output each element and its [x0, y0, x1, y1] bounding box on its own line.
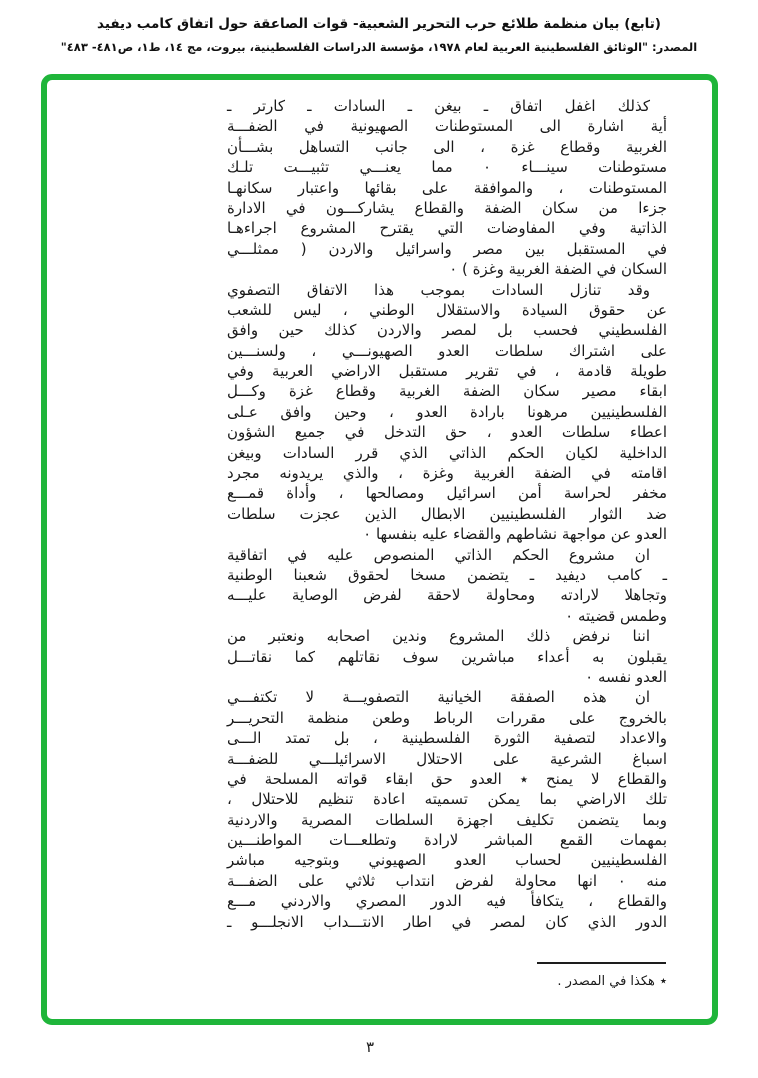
body-line: والقطاع ، يتكافأ فيه الدور المصري والاردني مـــع: [227, 892, 667, 911]
body-line: منه ٠ انها محاولة لفرض انتداب ثلاثي على الضفـــة: [227, 871, 667, 890]
body-line: ضد الثوار الفلسطينيين الابطال الذين عجزت سلطات: [227, 504, 667, 523]
footnote-text: هكذا في المصدر .: [557, 974, 655, 989]
body-line: والقطاع لا يمنح ٭ العدو حق ابقاء قواته المسلحة في: [227, 769, 667, 788]
body-line: المستوطنات ، والموافقة على بقائها واعتبار سكانهـا: [227, 178, 667, 197]
footnote-marker-icon: ٭: [659, 974, 667, 989]
body-line: جزءا من سكان الضفة والقطاع يشاركـــون في الادارة: [227, 198, 667, 217]
body-line: ـ كامب ديفيد ـ يتضمن مسخا لحقوق شعبنا الوطنية: [227, 565, 667, 584]
body-line: اننا نرفض ذلك المشروع وندين اصحابه ونعتبر من: [227, 627, 650, 646]
body-line: في المستقبل بين مصر واسرائيل والاردن ( ممثلـــي: [227, 239, 667, 258]
body-line: العدو عن مواجهة نشاطهم والقضاء عليه بنفسها ٠: [363, 525, 667, 544]
body-line: ان هذه الصفقة الخيانية التصفويـــة لا تكتفـــي: [227, 688, 650, 707]
body-line: والاعداد لتصفية الثورة الفلسطينية ، بل تمتد الـــى: [227, 729, 667, 748]
body-line: ابقاء مصير سكان الضفة الغربية وقطاع غزة وكـــل: [227, 382, 667, 401]
body-line: أية اشارة الى المستوطنات الصهيونية في الضفـــة: [227, 117, 667, 136]
body-line: مخفر لحراسة أمن اسرائيل ومصالحها ، وأداة قمـــع: [227, 484, 667, 503]
body-line: الدور الذي كان لمصر في اطار الانتـــداب الانجلـــو ـ: [227, 912, 667, 931]
document-title: (تابع) بيان منظمة طلائع حرب التحرير الشعبية- قوات الصاعقة حول اتفاق كامب ديفيد: [97, 16, 661, 32]
body-line: بالخروج على مقررات الرباط وطعن منظمة التحريـــر: [227, 708, 667, 727]
body-line: على اشتراك سلطات العدو الصهيونـــي ، ولسنـــين: [227, 341, 667, 360]
footnote: [447, 974, 667, 989]
body-line: اسباغ الشرعية على الاحتلال الاسرائيلـــي للضفـــة: [227, 749, 667, 768]
body-line: وبما يتضمن تكليف اجهزة السلطات المصرية والاردنية: [227, 810, 667, 829]
body-line: وتجاهلا لارادته ومحاولة لاحقة لفرض الوصاية عليـــه: [227, 586, 667, 605]
page-number: ٣: [365, 1038, 375, 1056]
body-line: الفلسطينيين مرهونا بارادة العدو ، وحين وافق عـلى: [227, 402, 667, 421]
paragraph: [227, 280, 667, 545]
body-line: مستوطنات سينـــاء ٠ مما يعنـــي تثبيـــت تلـك: [227, 158, 667, 177]
body-line: تلك الاراضي بما يمكن تسميته اعادة تنظيم للاحتلال ،: [227, 790, 667, 809]
body-line: الغربية وقطاع غزة ، الى جانب التساهل بشـــأن: [227, 137, 667, 156]
body-line: الذاتية وفي المفاوضات التي يقترح المشروع اجراءهـا: [227, 219, 667, 238]
body-line: وطمس قضيته ٠: [565, 606, 667, 625]
body-line: عن حقوق السيادة والاستقلال الوطني ، ليس للشعب: [227, 300, 667, 319]
body-line: السكان في الضفة الغربية وغزة ) ٠: [449, 260, 667, 279]
paragraph: [227, 545, 667, 627]
body-line: وقد تنازل السادات بموجب هذا الاتفاق التصفوي: [227, 280, 650, 299]
document-body-text: [227, 96, 667, 932]
body-line: طويلة قادمة ، في تقرير مستقبل الاراضي العربية وفي: [227, 362, 667, 381]
document-source-citation: المصدر: "الوثائق الفلسطينية العربية لعام ١٩٧٨، مؤسسة الدراسات الفلسطينية، بيروت، مج ١٤، ط١، ص٤٨١- ٤٨٣": [60, 40, 698, 54]
body-line: الفلسطيني فحسب بل لمصر والاردن كذلك حين وافق: [227, 321, 667, 340]
body-line: يقبلون به أعداء مباشرين سوف نقاتلهم كما نقاتـــل: [227, 647, 667, 666]
paragraph: [227, 96, 667, 280]
body-line: اعطاء سلطات العدو ، حق التدخل في جميع الشؤون: [227, 423, 667, 442]
body-line: بمهمات القمع المباشر لارادة وتطلعـــات المواطنـــين: [227, 831, 667, 850]
paragraph: [227, 687, 667, 932]
body-line: العدو نفسه ٠: [585, 667, 667, 686]
body-line: الفلسطينيين لحساب العدو الصهيوني وبتوجيه مباشر: [227, 851, 667, 870]
body-line: كذلك اغفل اتفاق ـ بيغن ـ السادات ـ كارتر ـ: [227, 97, 650, 115]
footnote-separator: [537, 962, 666, 964]
body-line: اقامته في الضفة الغربية وغزة ، والذي يريدونه مجرد: [227, 464, 667, 483]
body-line: ان مشروع الحكم الذاتي المنصوص عليه في اتفاقية: [227, 545, 650, 564]
body-line: الداخلية لكيان الحكم الذاتي الذي قرر السادات وبيغن: [227, 443, 667, 462]
paragraph: [227, 626, 667, 687]
